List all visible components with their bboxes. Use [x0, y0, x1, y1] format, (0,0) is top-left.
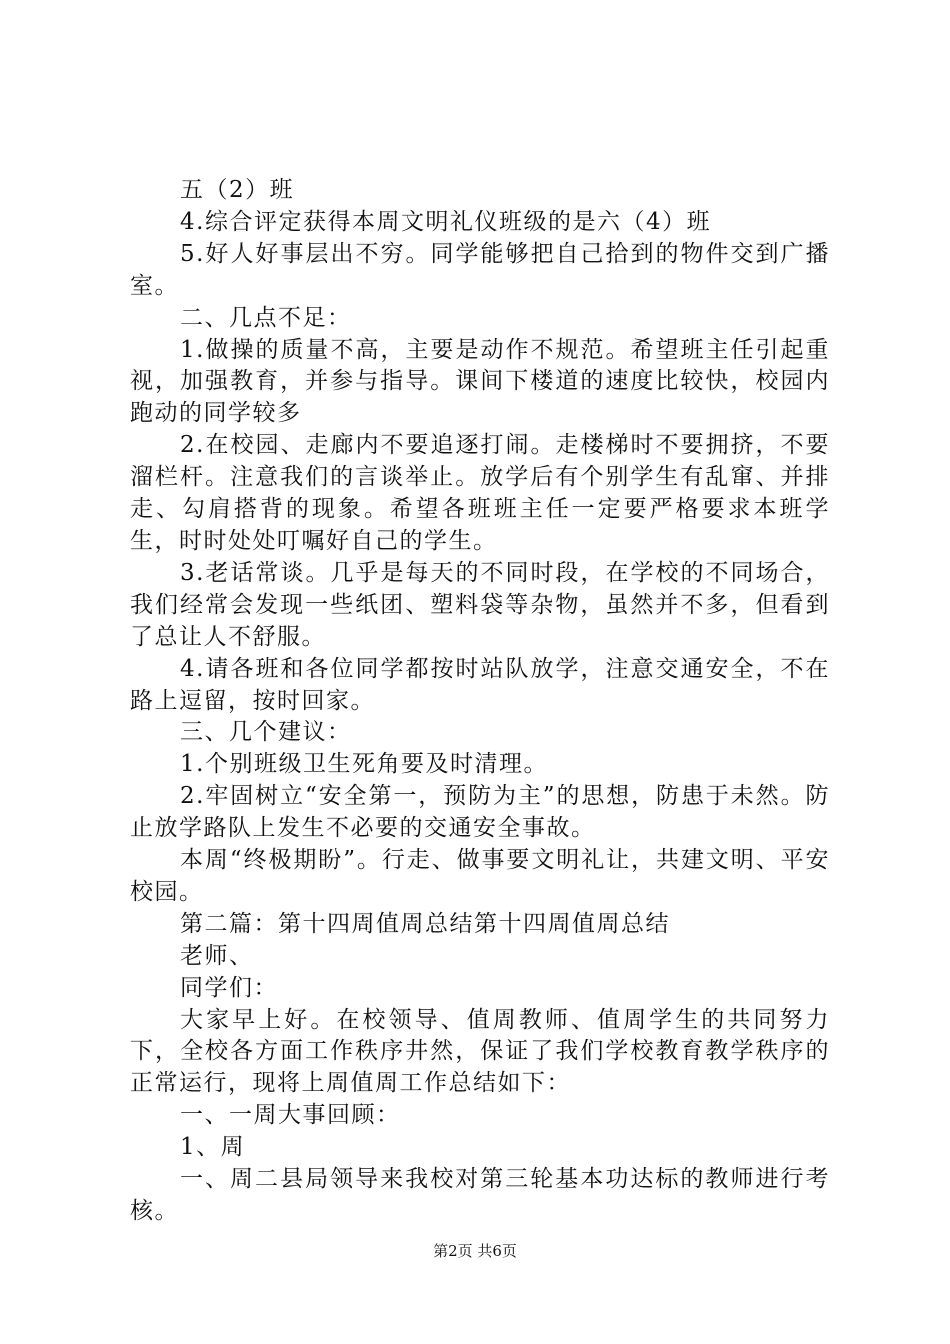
- paragraph: 五（2）班: [180, 177, 295, 203]
- paragraph: 4.请各班和各位同学都按时站队放学，注意交通安全，不在路上逗留，按时回家。: [130, 655, 830, 714]
- paragraph: 本周“终极期盼”。行走、做事要文明礼让，共建文明、平安校园。: [130, 847, 830, 905]
- paragraph: 1、周: [180, 1134, 246, 1161]
- paragraph: 1.个别班级卫生死角要及时清理。: [180, 751, 548, 778]
- paragraph: 2.牢固树立“安全第一，预防为主”的思想，防患于未然。防止放学路队上发生不必要的交通安全事故。: [130, 783, 830, 842]
- chapter-title: 第二篇：第十四周值周总结第十四周值周总结: [180, 910, 670, 937]
- section-heading: 一、一周大事回顾：: [180, 1102, 401, 1129]
- section-heading: 三、几个建议：: [180, 719, 352, 746]
- paragraph: 一、周二县局领导来我校对第三轮基本功达标的教师进行考核。: [130, 1166, 830, 1224]
- page-number-footer: 第2页 共6页: [433, 1242, 517, 1260]
- paragraph: 4.综合评定获得本周文明礼仪班级的是六（4）班: [180, 208, 712, 235]
- paragraph: 1.做操的质量不高，主要是动作不规范。希望班主任引起重视，加强教育，并参与指导。课间下楼道的速度比较快，校园内跑动的同学较多: [130, 336, 830, 427]
- salutation: 同学们：: [180, 974, 278, 1001]
- section-heading: 二、几点不足：: [180, 304, 352, 331]
- document-body: [130, 175, 830, 1228]
- paragraph: 大家早上好。在校领导、值周教师、值周学生的共同努力下，全校各方面工作秩序井然，保证了我们学校教育教学秩序的正常运行，现将上周值周工作总结如下：: [130, 1006, 830, 1097]
- paragraph: 5.好人好事层出不穷。同学能够把自己拾到的物件交到广播室。: [130, 240, 830, 299]
- paragraph: 3.老话常谈。几乎是每天的不同时段，在学校的不同场合，我们经常会发现一些纸团、塑料袋等杂物，虽然并不多，但看到了总让人不舒服。: [130, 559, 830, 650]
- salutation: 老师、: [180, 942, 254, 969]
- paragraph: 2.在校园、走廊内不要追逐打闹。走楼梯时不要拥挤，不要溜栏杆。注意我们的言谈举止。放学后有个别学生有乱窜、并排走、勾肩搭背的现象。希望各班班主任一定要严格要求本班学生，时时处处叮嘱好自己的学生。: [130, 432, 830, 554]
